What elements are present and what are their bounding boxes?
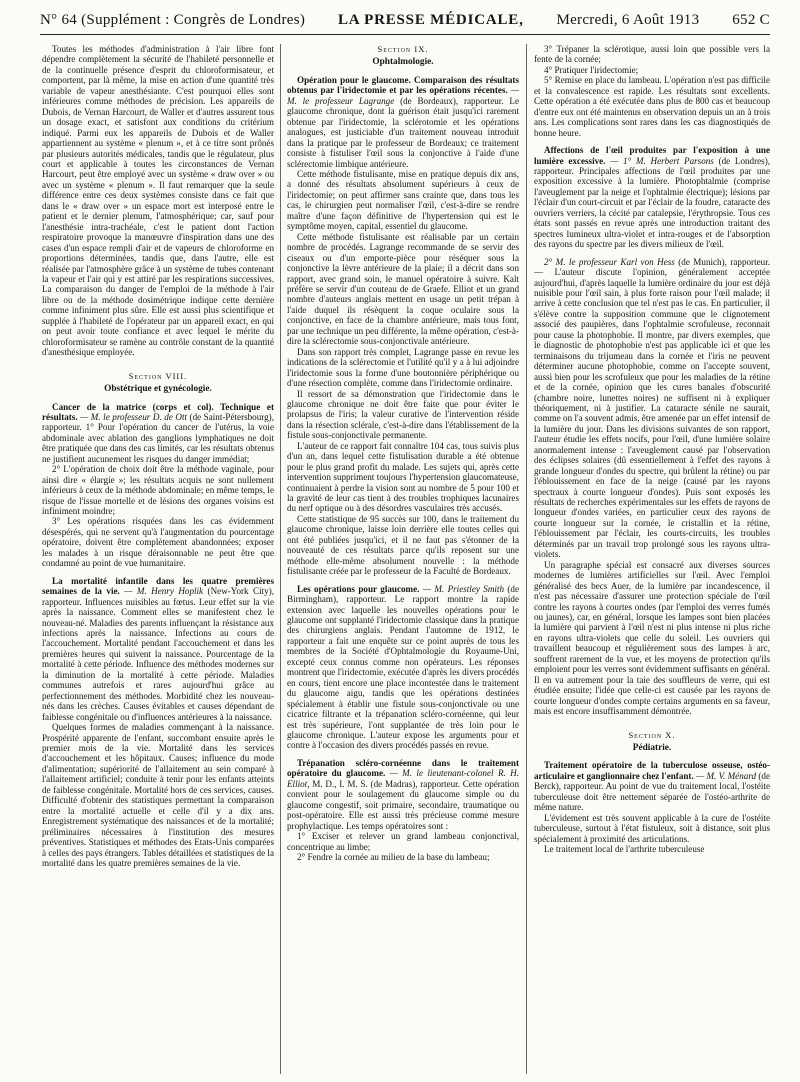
- paragraph: 1° Exciser et relever un grand lambeau conjonctival, concentrique au limbe;: [287, 831, 519, 852]
- paragraph: Un paragraphe spécial est consacré aux diverses sources modernes de lumières artificielles sur l'œil. Avec l'emploi généralisé des becs Auer, de la lumière par incandescence, il n'est pas nécessaire d'assurer une protection spéciale de l'œil contre les rayons à courtes ondes (par l'emploi des verres fumés ou jaunes), car, en général, lorsque les lampes sont bien placées la lumière qui parvient à l'œil n'est ni plus intense ni plus riche en rayons ultra-violets que celle du soleil. Les ouvriers qui travaillent beaucoup et régulièrement sous des lampes à arc, souffrent rarement de la vue, et les moyens de protection qu'ils emploient pour les verres sont évidemment suffisants en général. Il en va autrement pour la taie des souffleurs de verre, qui est étudiée ensuite; l'idée que celle-ci est causée par les rayons de courte longueur d'ondes compte certains arguments en sa faveur, mais est encore insuffisamment démontrée.: [534, 559, 770, 717]
- section-heading: Section IX.: [377, 44, 429, 54]
- paragraph: Cette statistique de 95 succès sur 100, dans le traitement du glaucome chronique, laisse loin derrière elle toutes celles qui ont été publiées jusqu'ici, et il ne faut pas s'étonner de la nouveauté de ces résultats parce qu'ils reposent sur une méthode elle-même absolument nouvelle : la méthode fistulisante créée par le professeur de la Faculté de Bordeaux.: [287, 513, 519, 577]
- journal-title: LA PRESSE MÉDICALE,: [337, 12, 524, 28]
- paragraph: Toutes les méthodes d'administration à l'air libre font dépendre complètement la sécurité de l'habileté personnelle et de la continuelle présence d'esprit du chloroformisateur, et comportent, par là même, la mise en action d'une quantité très variable de vapeur anesthésiante. C'est pourquoi elles sont inférieures comme méthodes de précision. Les appareils de Dubois, de Vernan Harcourt, de Waller et d'autres assurent tous un dosage exact, et satisfont aux conditions du critérium indiqué. Parmi eux les appareils de Dubois et de Waller appartiennent au système « plenum », et à ce titre sont prônés par plusieurs autorités médicales, tandis que le régulateur, plus court et applicable à toutes les circonstances de Vernan Harcourt, peut être employé avec un système « draw over » ou avec un système « plenum ». Il faut remarquer que la seule différence entre ces deux systèmes consiste dans ce fait que dans le « draw over » un espace mort est interposé entre le patient et le dernier plenum, l'atmosphérique; car, sauf pour l'anesthésie intra-trachéale, c'est le patient dont l'action respiratoire provoque la manœuvre d'inspiration dans une des cases d'un espace rempli d'air et de vapeurs de chloroforme en proportions déterminées, tandis que, dans l'autre, elle est réalisée par l'atmosphère grâce à un système de tubes contenant la vapeur et l'air qui y est attiré par les respirations successives. La comparaison du danger de l'emploi de la méthode à l'air libre ou de la méthode dosimétrique indique cette dernière comme infiniment plus sûre. Elle est aussi plus scientifique et supplée à l'habileté de l'opérateur par un appareil exact, en qui on peut avoir toute confiance et avec lequel le mérite du chloroformisateur se ramène au contrôle constant de la quantité d'anesthésique employée.: [42, 44, 274, 358]
- article-lead: [534, 257, 770, 560]
- page-number: 652 C: [732, 12, 770, 28]
- article-lead: [287, 584, 519, 751]
- article-title: Cancer de la matrice (corps et col). Technique et résultats.: [42, 401, 274, 422]
- paragraph: L'auteur de ce rapport fait connaître 104 cas, tous suivis plus d'un an, dans lequel cette fistulisation durable a été obtenue pour le plus grand profit du malade. Les sujets qui, après cette intervention suppriment toujours l'hypertension glaucomateuse, continuaient à perdre la vision sont au nombre de 5 pour 100 et la gravité de leur cas tient à des troubles trophiques lacunaires du nerf optique ou à des désordres vasculaires très accusés.: [287, 440, 519, 514]
- section-title: Ophtalmologie.: [372, 57, 434, 68]
- paragraph: Quelques formes de maladies commençant à la naissance. Prospérité apparente de l'enfant, succombant ensuite après le premier mois de la vie. Mortalité dans les services d'accouchement et les hôpitaux. Causes; influence du mode d'alimentation; supériorité de l'allaitement au sein comparé à l'allaitement artificiel; conduite à tenir pour les enfants atteints de faiblesse congénitale. Mortalité hors de ces services, causes. Difficulté d'obtenir des statistiques permettant la comparaison entre la mortalité actuelle et celle d'il y a dix ans. Enregistrement systématique des naissances et de la mortalité; préliminaires nécessaires à l'institution des mesures préventives. Statistiques et méthodes des Etats-Unis comparées à celles des pays étrangers. Tables détaillées et statistiques de la mortalité dans les quatre premières semaines de la vie.: [42, 722, 274, 868]
- paragraph: 3° Les opérations risquées dans les cas évidemment désespérés, qui ne servent qu'à l'augmentation du pourcentage opératoire, doivent être complètement abandonnées; exposer les malades à un risque déraisonnable ne peut être que condamné au point de vue humanitaire.: [42, 516, 274, 569]
- paragraph: 2° Fendre la cornée au milieu de la base du lambeau;: [297, 851, 490, 862]
- article-title: Affections de l'œil produites par l'exposition à une lumière excessive.: [534, 145, 770, 166]
- paragraph: Le traitement local de l'arthrite tuberculeuse: [544, 844, 705, 855]
- paragraph: 2° L'opération de choix doit être la méthode vaginale, pour ainsi dire « élargie »; les résultats acquis ne sont nullement inférieurs à ceux de la méthode abdominale; en même temps, le risque de l'issue mortelle et de lésions des organes voisins est infiniment moindre;: [42, 464, 274, 517]
- article-author: — M. Priestley Smith: [422, 583, 504, 594]
- article-author: — M. le lieutenant-colonel R. H. Elliot: [287, 768, 519, 789]
- article-text: (de Saint-Pétersbourg), rapporteur. 1° Pour l'opération du cancer de l'utérus, la voie abdominale avec ablation des ganglions lymphatiques ne doit être pratiquée que dans des cas limités, car les résultats obtenus ne justifient aucunement les risques du danger immédiat;: [42, 411, 274, 464]
- section-heading: Section X.: [628, 729, 676, 740]
- section-heading: Section VIII.: [128, 370, 188, 381]
- paragraph: Cette méthode fistulisante, mise en pratique depuis dix ans, a donné des résultats absolument supérieurs à ceux de l'iridectomie; on peut affirmer sans crainte que, dans tous les cas, le chirurgien peut normaliser l'œil, c'est-à-dire se rendre maître d'une façon définitive de l'hypertension qui est le symptôme moyen, capital, essentiel du glaucome.: [287, 168, 519, 232]
- article-text: (de Munich), rapporteur. — L'auteur discute l'opinion, généralement acceptée aujourd'hui, d'après laquelle la lumière ordinaire du jour est déjà nuisible pour l'œil sain, à plus forte raison pour l'œil malade; il arrive à cette conclusion que tel n'est pas le cas. En particulier, il s'élève contre la supposition commune que le clignotement associé des paupières, dans l'ophtalmie scrofuleuse, reconnait pour cause la photophobie. Il montre, par divers exemples, que le diagnostic de photophobie n'est pas applicable ici et que les terminaisons du trijumeau dans la cornée et l'iris ne peuvent déterminer aucune photophobie, comme on l'accepte souvent, aussi bien pour les scrofuleux que pour les maladies de la rétine et de la cornée, opinion que les cures banales d'obscurité (chambre noire, lunettes noires) ne suffisent ni à expliquer théoriquement, ni à justifier. La cataracte sénile ne saurait, comme on l'a souvent admis, être amenée par un effet intensif de la lumière du jour. Dans les divisions suivantes de son rapport, l'auteur étudie les effets nocifs, pour l'œil, d'une lumière solaire anormalement intense : l'aveuglement causé par l'observation des éclipses solaires (dû essentiellement à l'effet des rayons à grande longueur d'ondes du spectre, qui brûlent la rétine) ou par l'éblouissement en face de la neige (causé par les rayons spectraux à courte longueur d'ondes). Puis sont exposés les résultats de recherches expérimentales sur les effets de rayons de longueur d'ondes variées, en particulier ceux des rayons de courte longueur sur la cornée, le cristallin et la rétine, l'éblouissement par l'éclair, les courts-circuits, les troubles déterminés par un travail trop prolongé sous les rayons ultra-violets.: [534, 256, 770, 560]
- column-1: [42, 44, 274, 1078]
- article-author: — 1° M. Herbert Parsons: [610, 155, 714, 166]
- article-title: Traitement opératoire de la tuberculose osseuse, ostéo-articulaire et ganglionnaire chez l'enfant.: [534, 760, 770, 781]
- issue-date: Mercredi, 6 Août 1913: [556, 12, 700, 28]
- article-lead: [42, 402, 274, 465]
- article-text: (de Bordeaux), rapporteur. Le glaucome chronique, dont la guérison était jusqu'ici rarement obtenue par l'iridectomie, la sclérotomie et les opérations analogues, est justiciable d'un traitement nouveau introduit dans la pratique par le professeur de Bordeaux; ce traitement consiste à fistuliser l'œil sous la conjonctive à l'aide d'une sclérectomie limbique antérieure.: [287, 95, 519, 169]
- section-title: Obstétrique et gynécologie.: [104, 384, 212, 395]
- article-author: 2° M. le professeur Karl von Hess: [544, 256, 675, 267]
- article-author: — M. Henry Hoplik: [124, 586, 204, 597]
- paragraph: Dans son rapport très complet, Lagrange passe en revue les indications de la sclérectomie et l'utilité qu'il y a à lui adjoindre l'iridectomie sous la forme d'une boutonnière périphérique ou d'une résection complète, comme dans l'iridectomie ordinaire.: [287, 346, 519, 389]
- article-title: Trépanation scléro-cornéenne dans le traitement opératoire du glaucome.: [287, 757, 519, 779]
- article-text: (de Birmingham), rapporteur. Le rapport montre la rapide extension avec laquelle les nouvelles opérations pour le glaucome ont supplanté l'iridectomie classique dans la pratique des chirurgiens anglais. Pendant l'automne de 1912, le rapporteur a fait une enquête sur ce point auprès de tous les membres de la Société d'Ophtalmologie du Royaume-Uni, excepté ceux connus comme non opérateurs. Les réponses montrent que l'iridectomie, exécutée d'après les divers procédés en cours, tient encore une place incontestée dans le traitement du glaucome aigu, tandis que les opérations destinées spécialement à établir une fistule sous-conjonctivale ou une cicatrice filtrante et la trépanation scléro-cornéenne, qui leur est très supérieure, l'ont supplantée de très loin pour le glaucome chronique. L'auteur expose les arguments pour et contre à l'occasion des divers procédés passés en revue.: [287, 583, 519, 751]
- paragraph: 5° Remise en place du lambeau. L'opération n'est pas difficile et la convalescence est rapide. Les résultats sont excellents. Cette opération a été exécutée dans plus de 800 cas et beaucoup d'entre eux ont été maintenus en observation depuis un an à trois ans. Les complications sont rares dans les cas diagnostiqués de bonne heure.: [534, 75, 770, 138]
- article-title: La mortalité infantile dans les quatre premières semaines de la vie.: [42, 575, 274, 597]
- paragraph: L'évidement est très souvent applicable à la cure de l'ostéite tuberculeuse, surtout à l'état fistuleux, soit à distance, soit plus spécialement à proximité des articulations.: [534, 812, 770, 844]
- column-3: [534, 44, 770, 1078]
- article-author: — M. V. Ménard: [696, 770, 757, 781]
- article-title: Opération pour le glaucome. Comparaison des résultats obtenus par l'iridectomie et par les opérations récentes.: [287, 74, 519, 96]
- issue-label: N° 64 (Supplément : Congrès de Londres): [40, 12, 306, 28]
- column-rule: [280, 44, 281, 1074]
- article-text: (New-York City), rapporteur. Influences nuisibles au fœtus. Leur effet sur la vie après la naissance. Comment elles se manifestent chez le nouveau-né. Maladies des parents influençant la résistance aux infections après la naissance. Infections au cours de l'accouchement. Mortalité pendant l'accouchement et dans les premières heures qui suivent la naissance. Pourcentage de la mortalité à cette période. Influence des méthodes modernes sur la diminution de la mortalité à cette période. Maladies communes autrefois et rares aujourd'hui grâce au perfectionnement des méthodes. Morbidité chez les nouveau-nés dans les crèches. Causes évitables et causes dépendant de faiblesse congénitale ou d'influences antérieures à la naissance.: [42, 586, 274, 722]
- paragraph: 3° Trépaner la sclérotique, aussi loin que possible vers la fente de la cornée;: [534, 44, 770, 65]
- article-lead: [42, 576, 274, 722]
- article-lead: [287, 75, 519, 169]
- article-lead: [534, 760, 770, 812]
- article-lead: [287, 758, 519, 831]
- article-author: — M. le professeur Lagrange: [287, 85, 519, 106]
- article-title: Les opérations pour glaucome.: [297, 583, 420, 594]
- page-header: [40, 12, 770, 35]
- article-text: , M. D., I. M. S. (de Madras), rapporteur. Cette opération convient pour le soulagement du glaucome simple ou du glaucome congestif, soit primaire, secondaire, traumatique ou post-opératoire. Elle est aussi très précieuse comme mesure prophylactique. Les temps opératoires sont :: [287, 778, 519, 831]
- article-text: (de Londres), rapporteur. Principales affections de l'œil produites par une exposition excessive à la lumière. Photophtalmie (comprise l'aveuglement par la neige et l'ophtalmie électrique); lésions par l'éclair d'un court-circuit et par l'éclair de la foudre, cataracte des ouvriers verriers, la cécité par catalepsie, l'érythropsie. Tous ces états sont passés en revue après une introduction traitant des spectres lumineux ultra-violet et intra-rouges et de l'absorption des rayons du spectre par les divers milieux de l'œil.: [534, 155, 770, 250]
- article-text: (de Berck), rapporteur. Au point de vue du traitement local, l'ostéite tuberculeuse doit être nettement séparée de l'ostéo-arthrite de même nature.: [534, 770, 770, 813]
- section-title: Pédiatrie.: [632, 743, 672, 753]
- paragraph: Il ressort de sa démonstration que l'iridectomie dans le glaucome chronique ne doit être faite que pour éviter le prolapsus de l'iris; la valeur curative de l'intervention réside dans la résection sclérale, c'est-à-dire dans l'établissement de la fistule sous-conjonctivale permanente.: [287, 388, 519, 441]
- column-2: [287, 44, 519, 1078]
- paragraph: 4° Pratiquer l'iridectomie;: [544, 64, 639, 75]
- column-rule: [526, 44, 527, 1074]
- article-lead: [534, 145, 770, 250]
- paragraph: Cette méthode fistulisante est réalisable par un certain nombre de procédés. Lagrange recommande de se servir des ciseaux ou d'un emporte-pièce pour réséquer sous la conjonctive la lèvre antérieure de la plaie; il a décrit dans son rapport, avec grand soin, le manuel opératoire à suivre. Kalt préfère se servir d'un couteau de de Graefe. Elliot et un grand nombre d'auteurs anglais mettent en usage un petit trépan à l'aide duquel ils résèquent la coque oculaire sous la conjonctive, en face de la chambre antérieure, mais tous font, par une technique un peu différente, la même opération, c'est-à-dire la sclérectomie sous-conjonctivale antérieure.: [287, 231, 519, 347]
- article-author: — M. le professeur D. de Ott: [80, 411, 187, 422]
